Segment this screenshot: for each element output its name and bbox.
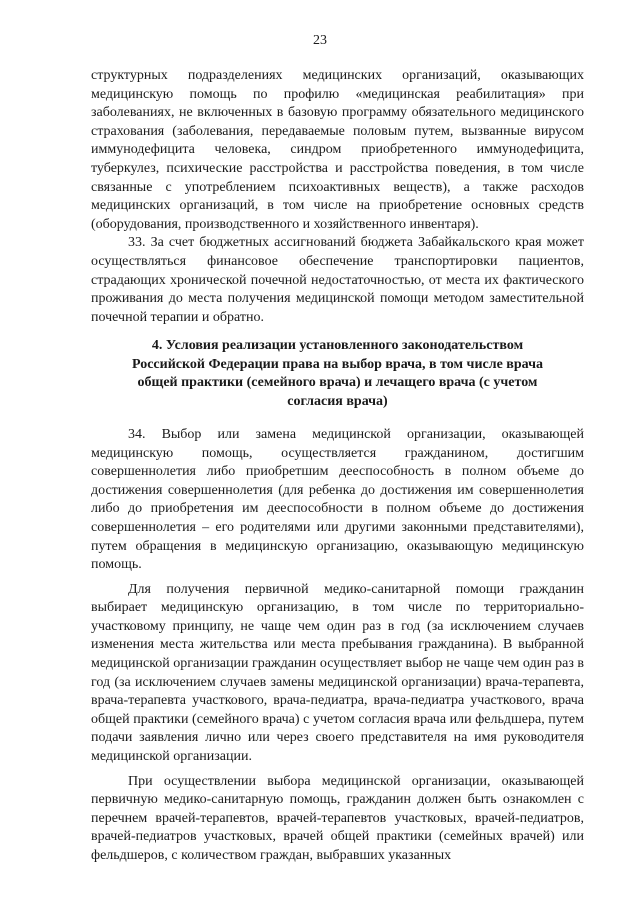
page-number: 23 [313,33,327,48]
paragraph-33: 33. За счет бюджетных ассигнований бюджета Забайкальского края может осуществляться финансовое обеспечение транспортировки пациентов, страдающих хронической почечной недостаточностью, от места их фактического проживания до места получения медицинской помощи методом заместительной почечной терапии и обратно. [91,235,584,325]
paragraph-34: 34. Выбор или замена медицинской организации, оказывающей медицинскую помощь, осуществляется гражданином, достигшим совершеннолетия либо приобретшим дееспособность в полном объеме до достижения совершеннолетия (для ребенка до достижения им совершеннолетия либо до приобретения им дееспособности в полном объеме до достижения совершеннолетия – его родителями или другими законными представителями), путем обращения в медицинскую организацию, оказывающую медицинскую помощь. [91,426,584,573]
document-body [91,67,584,866]
paragraph-doctor-list-info: При осуществлении выбора медицинской организации, оказывающей первичную медико-санитарную помощь, гражданин должен быть ознакомлен с перечнем врачей-терапевтов, врачей-терапевтов участковых, врачей-педиатров, врачей-педиатров участковых, врачей общей практики (семейных врачей) или фельдшеров, с количеством граждан, выбравших указанных [91,773,584,863]
paragraph-primary-care-choice: Для получения первичной медико-санитарной помощи гражданин выбирает медицинскую организацию, в том числе по территориально-участковому принципу, не чаще чем один раз в год (за исключением случаев изменения места жительства или места пребывания гражданина). В выбранной медицинской организации гражданин осуществляет выбор не чаще чем один раз в год (за исключением случаев замены медицинской организации) врача-терапевта, врача-терапевта участкового, врача-педиатра, врача-педиатра участкового, врача общей практики (семейного врача) с учетом согласия врача или фельдшера, путем подачи заявления лично или через своего представителя на имя руководителя медицинской организации. [91,581,584,765]
section-heading: 4. Условия реализации установленного законодательством Российской Федерации права на выбор врача, в том числе врача общей практики (семейного врача) и лечащего врача (с учетом согласия врача) [132,338,543,409]
paragraph-continuation: структурных подразделениях медицинских организаций, оказывающих медицинскую помощь по профилю «медицинская реабилитация» при заболеваниях, не включенных в базовую программу обязательного медицинского страхования (заболевания, передаваемые половым путем, вызванные вирусом иммунодефицита человека, синдром приобретенного иммунодефицита, туберкулез, психические расстройства и расстройства поведения, в том числе связанные с употреблением психоактивных веществ), а также расходов медицинских организаций, в том числе на приобретение основных средств (оборудования, производственного и хозяйственного инвентаря). [91,68,584,232]
